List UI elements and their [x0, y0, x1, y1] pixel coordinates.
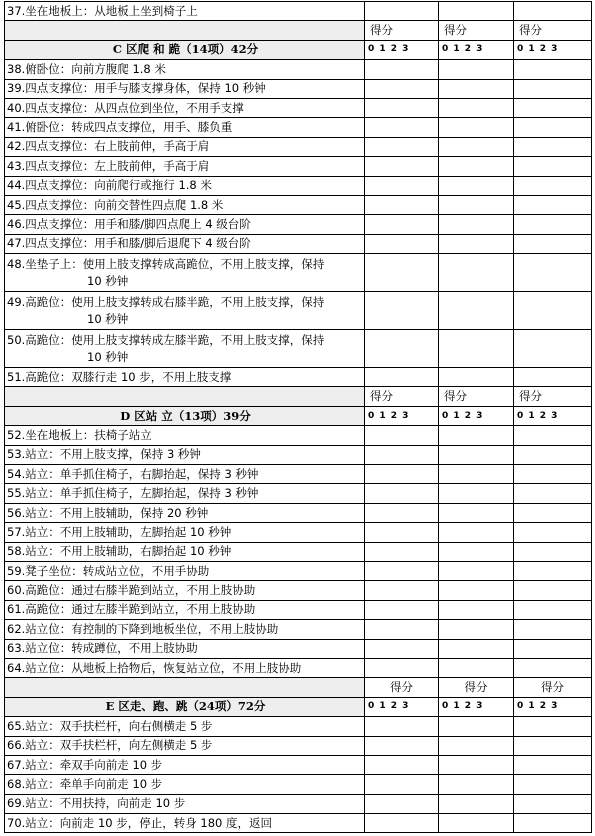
score-cell[interactable] — [365, 98, 439, 117]
item-label: 57.站立：不用上肢辅助，左脚抬起 10 秒钟 — [5, 523, 365, 542]
table-row — [5, 60, 592, 79]
score-cell[interactable] — [514, 620, 592, 639]
score-header: 得分 — [365, 678, 439, 697]
item-text: 49.高跪位：使用上肢支撑转成右膝半跪，不用上肢支撑，保持 — [7, 294, 325, 309]
item-label — [5, 254, 365, 292]
item-label: 39.四点支撑位：用手与膝支撑身体，保持 10 秒钟 — [5, 79, 365, 98]
table-row — [5, 814, 592, 833]
score-cell[interactable] — [365, 330, 439, 368]
item-label: 44.四点支撑位：向前爬行或拖行 1.8 米 — [5, 176, 365, 195]
table-row — [5, 620, 592, 639]
score-cell[interactable] — [514, 503, 592, 522]
score-scale: 0 1 2 3 — [439, 40, 514, 59]
score-header-spacer — [5, 387, 365, 406]
score-cell[interactable] — [514, 736, 592, 755]
score-cell[interactable] — [365, 503, 439, 522]
score-cell[interactable] — [365, 581, 439, 600]
score-cell[interactable] — [365, 234, 439, 253]
score-cell[interactable] — [439, 79, 514, 98]
score-cell[interactable] — [439, 98, 514, 117]
score-cell[interactable] — [514, 561, 592, 580]
score-header: 得分 — [365, 387, 439, 406]
table-row — [5, 157, 592, 176]
section-title: D 区站 立（13项）39分 — [5, 406, 365, 425]
score-cell[interactable] — [514, 542, 592, 561]
table-row — [5, 639, 592, 658]
score-cell[interactable] — [514, 254, 592, 292]
score-cell[interactable] — [439, 755, 514, 774]
score-header: 得分 — [514, 21, 592, 40]
table-row — [5, 678, 592, 697]
score-cell[interactable] — [514, 581, 592, 600]
table-row — [5, 195, 592, 214]
score-cell[interactable] — [365, 736, 439, 755]
score-cell[interactable] — [439, 157, 514, 176]
item-label: 67.站立：牵双手向前走 10 步 — [5, 755, 365, 774]
score-cell[interactable] — [439, 620, 514, 639]
item-label: 62.站立位：有控制的下降到地板坐位，不用上肢协助 — [5, 620, 365, 639]
table-row — [5, 484, 592, 503]
table-row — [5, 697, 592, 716]
score-cell[interactable] — [439, 137, 514, 156]
score-cell[interactable] — [514, 330, 592, 368]
score-header: 得分 — [365, 21, 439, 40]
item-label: 38.俯卧位：向前方腹爬 1.8 米 — [5, 60, 365, 79]
table-row — [5, 561, 592, 580]
score-cell[interactable] — [514, 98, 592, 117]
score-cell[interactable] — [514, 717, 592, 736]
score-cell[interactable] — [365, 658, 439, 677]
item-label: 47.四点支撑位：用手和膝/脚后退爬下 4 级台阶 — [5, 234, 365, 253]
score-cell[interactable] — [439, 523, 514, 542]
table-row — [5, 658, 592, 677]
score-scale: 0 1 2 3 — [365, 40, 439, 59]
table-row — [5, 600, 592, 619]
section-title: C 区爬 和 跪（14项）42分 — [5, 40, 365, 59]
score-cell[interactable] — [365, 195, 439, 214]
table-row — [5, 40, 592, 59]
score-cell[interactable] — [365, 542, 439, 561]
table-row — [5, 98, 592, 117]
item-text-continued: 10 秒钟 — [87, 311, 129, 326]
score-cell[interactable] — [439, 2, 514, 21]
item-label: 66.站立：双手扶栏杆，向左侧横走 5 步 — [5, 736, 365, 755]
item-label: 52.坐在地板上：扶椅子站立 — [5, 426, 365, 445]
gmfm-score-sheet — [4, 1, 592, 833]
item-label: 41.俯卧位：转成四点支撑位，用手、膝负重 — [5, 118, 365, 137]
score-cell[interactable] — [365, 561, 439, 580]
score-cell[interactable] — [365, 215, 439, 234]
item-label: 46.四点支撑位：用手和膝/脚四点爬上 4 级台阶 — [5, 215, 365, 234]
score-cell[interactable] — [514, 523, 592, 542]
score-cell[interactable] — [514, 465, 592, 484]
item-label: 70.站立：向前走 10 步，停止，转身 180 度，返回 — [5, 814, 365, 833]
table-row — [5, 21, 592, 40]
item-text: 48.坐垫子上：使用上肢支撑转成高跪位，不用上肢支撑，保持 — [7, 256, 325, 271]
score-cell[interactable] — [514, 2, 592, 21]
score-cell[interactable] — [514, 755, 592, 774]
score-cell[interactable] — [514, 368, 592, 387]
table-row — [5, 2, 592, 21]
score-cell[interactable] — [365, 639, 439, 658]
score-cell[interactable] — [514, 445, 592, 464]
score-cell[interactable] — [365, 814, 439, 833]
score-cell[interactable] — [439, 717, 514, 736]
item-label: 51.高跪位：双膝行走 10 步，不用上肢支撑 — [5, 368, 365, 387]
score-cell[interactable] — [514, 234, 592, 253]
score-cell[interactable] — [514, 814, 592, 833]
score-header-spacer — [5, 21, 365, 40]
score-cell[interactable] — [439, 445, 514, 464]
item-label — [5, 330, 365, 368]
score-cell[interactable] — [439, 736, 514, 755]
score-cell[interactable] — [439, 426, 514, 445]
item-label: 43.四点支撑位：左上肢前伸，手高于肩 — [5, 157, 365, 176]
score-scale: 0 1 2 3 — [514, 697, 592, 716]
score-header: 得分 — [514, 678, 592, 697]
table-row — [5, 137, 592, 156]
table-row — [5, 215, 592, 234]
item-label: 56.站立：不用上肢辅助，保持 20 秒钟 — [5, 503, 365, 522]
score-cell[interactable] — [365, 755, 439, 774]
score-cell[interactable] — [439, 581, 514, 600]
score-scale: 0 1 2 3 — [514, 40, 592, 59]
score-scale: 0 1 2 3 — [514, 406, 592, 425]
score-cell[interactable] — [514, 426, 592, 445]
table-row — [5, 368, 592, 387]
table-row — [5, 176, 592, 195]
score-cell[interactable] — [439, 176, 514, 195]
score-cell[interactable] — [514, 775, 592, 794]
score-cell[interactable] — [439, 658, 514, 677]
item-label: 45.四点支撑位：向前交替性四点爬 1.8 米 — [5, 195, 365, 214]
score-header: 得分 — [439, 678, 514, 697]
table-row — [5, 736, 592, 755]
score-cell[interactable] — [439, 195, 514, 214]
table-row — [5, 775, 592, 794]
score-cell[interactable] — [514, 137, 592, 156]
score-cell[interactable] — [439, 814, 514, 833]
score-cell[interactable] — [514, 639, 592, 658]
item-label: 69.站立：不用扶持，向前走 10 步 — [5, 794, 365, 813]
score-header: 得分 — [439, 387, 514, 406]
score-cell[interactable] — [365, 368, 439, 387]
score-cell[interactable] — [365, 176, 439, 195]
score-cell[interactable] — [365, 254, 439, 292]
table-row — [5, 503, 592, 522]
score-cell[interactable] — [514, 60, 592, 79]
table-row — [5, 426, 592, 445]
score-cell[interactable] — [514, 794, 592, 813]
table-row — [5, 406, 592, 425]
score-cell[interactable] — [365, 79, 439, 98]
score-cell[interactable] — [365, 426, 439, 445]
item-label: 60.高跪位：通过右膝半跪到站立，不用上肢协助 — [5, 581, 365, 600]
score-cell[interactable] — [514, 658, 592, 677]
item-label: 64.站立位：从地板上拾物后，恢复站立位，不用上肢协助 — [5, 658, 365, 677]
table-row — [5, 445, 592, 464]
score-cell[interactable] — [365, 118, 439, 137]
score-cell[interactable] — [514, 118, 592, 137]
score-header: 得分 — [439, 21, 514, 40]
score-cell[interactable] — [365, 60, 439, 79]
score-cell[interactable] — [514, 600, 592, 619]
score-cell[interactable] — [365, 2, 439, 21]
score-cell[interactable] — [365, 600, 439, 619]
item-label: 58.站立：不用上肢辅助，右脚抬起 10 秒钟 — [5, 542, 365, 561]
score-cell[interactable] — [365, 157, 439, 176]
score-cell[interactable] — [439, 794, 514, 813]
table-row — [5, 292, 592, 330]
item-label: 68.站立：牵单手向前走 10 步 — [5, 775, 365, 794]
score-cell[interactable] — [514, 215, 592, 234]
score-cell[interactable] — [439, 503, 514, 522]
table-row — [5, 755, 592, 774]
table-row — [5, 79, 592, 98]
score-cell[interactable] — [365, 775, 439, 794]
table-row — [5, 581, 592, 600]
score-scale: 0 1 2 3 — [439, 697, 514, 716]
score-scale: 0 1 2 3 — [365, 406, 439, 425]
section-title: E 区走、跑、跳（24项）72分 — [5, 697, 365, 716]
item-text-continued: 10 秒钟 — [87, 349, 129, 364]
score-cell[interactable] — [439, 542, 514, 561]
score-cell[interactable] — [439, 118, 514, 137]
item-label: 55.站立：单手抓住椅子，左脚抬起，保持 3 秒钟 — [5, 484, 365, 503]
score-cell[interactable] — [439, 330, 514, 368]
item-label: 53.站立：不用上肢支撑，保持 3 秒钟 — [5, 445, 365, 464]
table-row — [5, 118, 592, 137]
item-label: 42.四点支撑位：右上肢前伸，手高于肩 — [5, 137, 365, 156]
item-label: 61.高跪位：通过左膝半跪到站立，不用上肢协助 — [5, 600, 365, 619]
score-cell[interactable] — [439, 60, 514, 79]
score-cell[interactable] — [439, 368, 514, 387]
table-row — [5, 465, 592, 484]
score-scale: 0 1 2 3 — [365, 697, 439, 716]
table-row — [5, 794, 592, 813]
score-cell[interactable] — [514, 484, 592, 503]
item-label: 54.站立：单手抓住椅子，右脚抬起，保持 3 秒钟 — [5, 465, 365, 484]
item-label: 65.站立：双手扶栏杆，向右侧横走 5 步 — [5, 717, 365, 736]
score-cell[interactable] — [439, 292, 514, 330]
table-row — [5, 717, 592, 736]
item-label: 59.凳子坐位：转成站立位，不用手协助 — [5, 561, 365, 580]
item-text: 50.高跪位：使用上肢支撑转成左膝半跪，不用上肢支撑，保持 — [7, 332, 325, 347]
score-cell[interactable] — [439, 234, 514, 253]
score-cell[interactable] — [365, 523, 439, 542]
score-cell[interactable] — [514, 79, 592, 98]
table-row — [5, 542, 592, 561]
score-cell[interactable] — [365, 465, 439, 484]
score-scale: 0 1 2 3 — [439, 406, 514, 425]
score-header-spacer — [5, 678, 365, 697]
table-row — [5, 523, 592, 542]
item-label: 37.坐在地板上：从地板上坐到椅子上 — [5, 2, 365, 21]
item-label — [5, 292, 365, 330]
score-cell[interactable] — [514, 292, 592, 330]
item-label: 63.站立位：转成蹲位，不用上肢协助 — [5, 639, 365, 658]
score-cell[interactable] — [439, 639, 514, 658]
score-cell[interactable] — [365, 794, 439, 813]
score-cell[interactable] — [514, 195, 592, 214]
item-label: 40.四点支撑位：从四点位到坐位，不用手支撑 — [5, 98, 365, 117]
score-cell[interactable] — [365, 445, 439, 464]
score-cell[interactable] — [439, 561, 514, 580]
score-cell[interactable] — [365, 292, 439, 330]
score-cell[interactable] — [514, 176, 592, 195]
score-header: 得分 — [514, 387, 592, 406]
item-text-continued: 10 秒钟 — [87, 273, 129, 288]
score-cell[interactable] — [439, 465, 514, 484]
score-cell[interactable] — [365, 717, 439, 736]
table-row — [5, 387, 592, 406]
score-cell[interactable] — [365, 137, 439, 156]
table-row — [5, 254, 592, 292]
score-cell[interactable] — [439, 484, 514, 503]
table-row — [5, 234, 592, 253]
score-cell[interactable] — [365, 620, 439, 639]
score-cell[interactable] — [439, 215, 514, 234]
table-row — [5, 330, 592, 368]
score-cell[interactable] — [514, 157, 592, 176]
score-cell[interactable] — [365, 484, 439, 503]
score-cell[interactable] — [439, 775, 514, 794]
score-cell[interactable] — [439, 254, 514, 292]
score-cell[interactable] — [439, 600, 514, 619]
